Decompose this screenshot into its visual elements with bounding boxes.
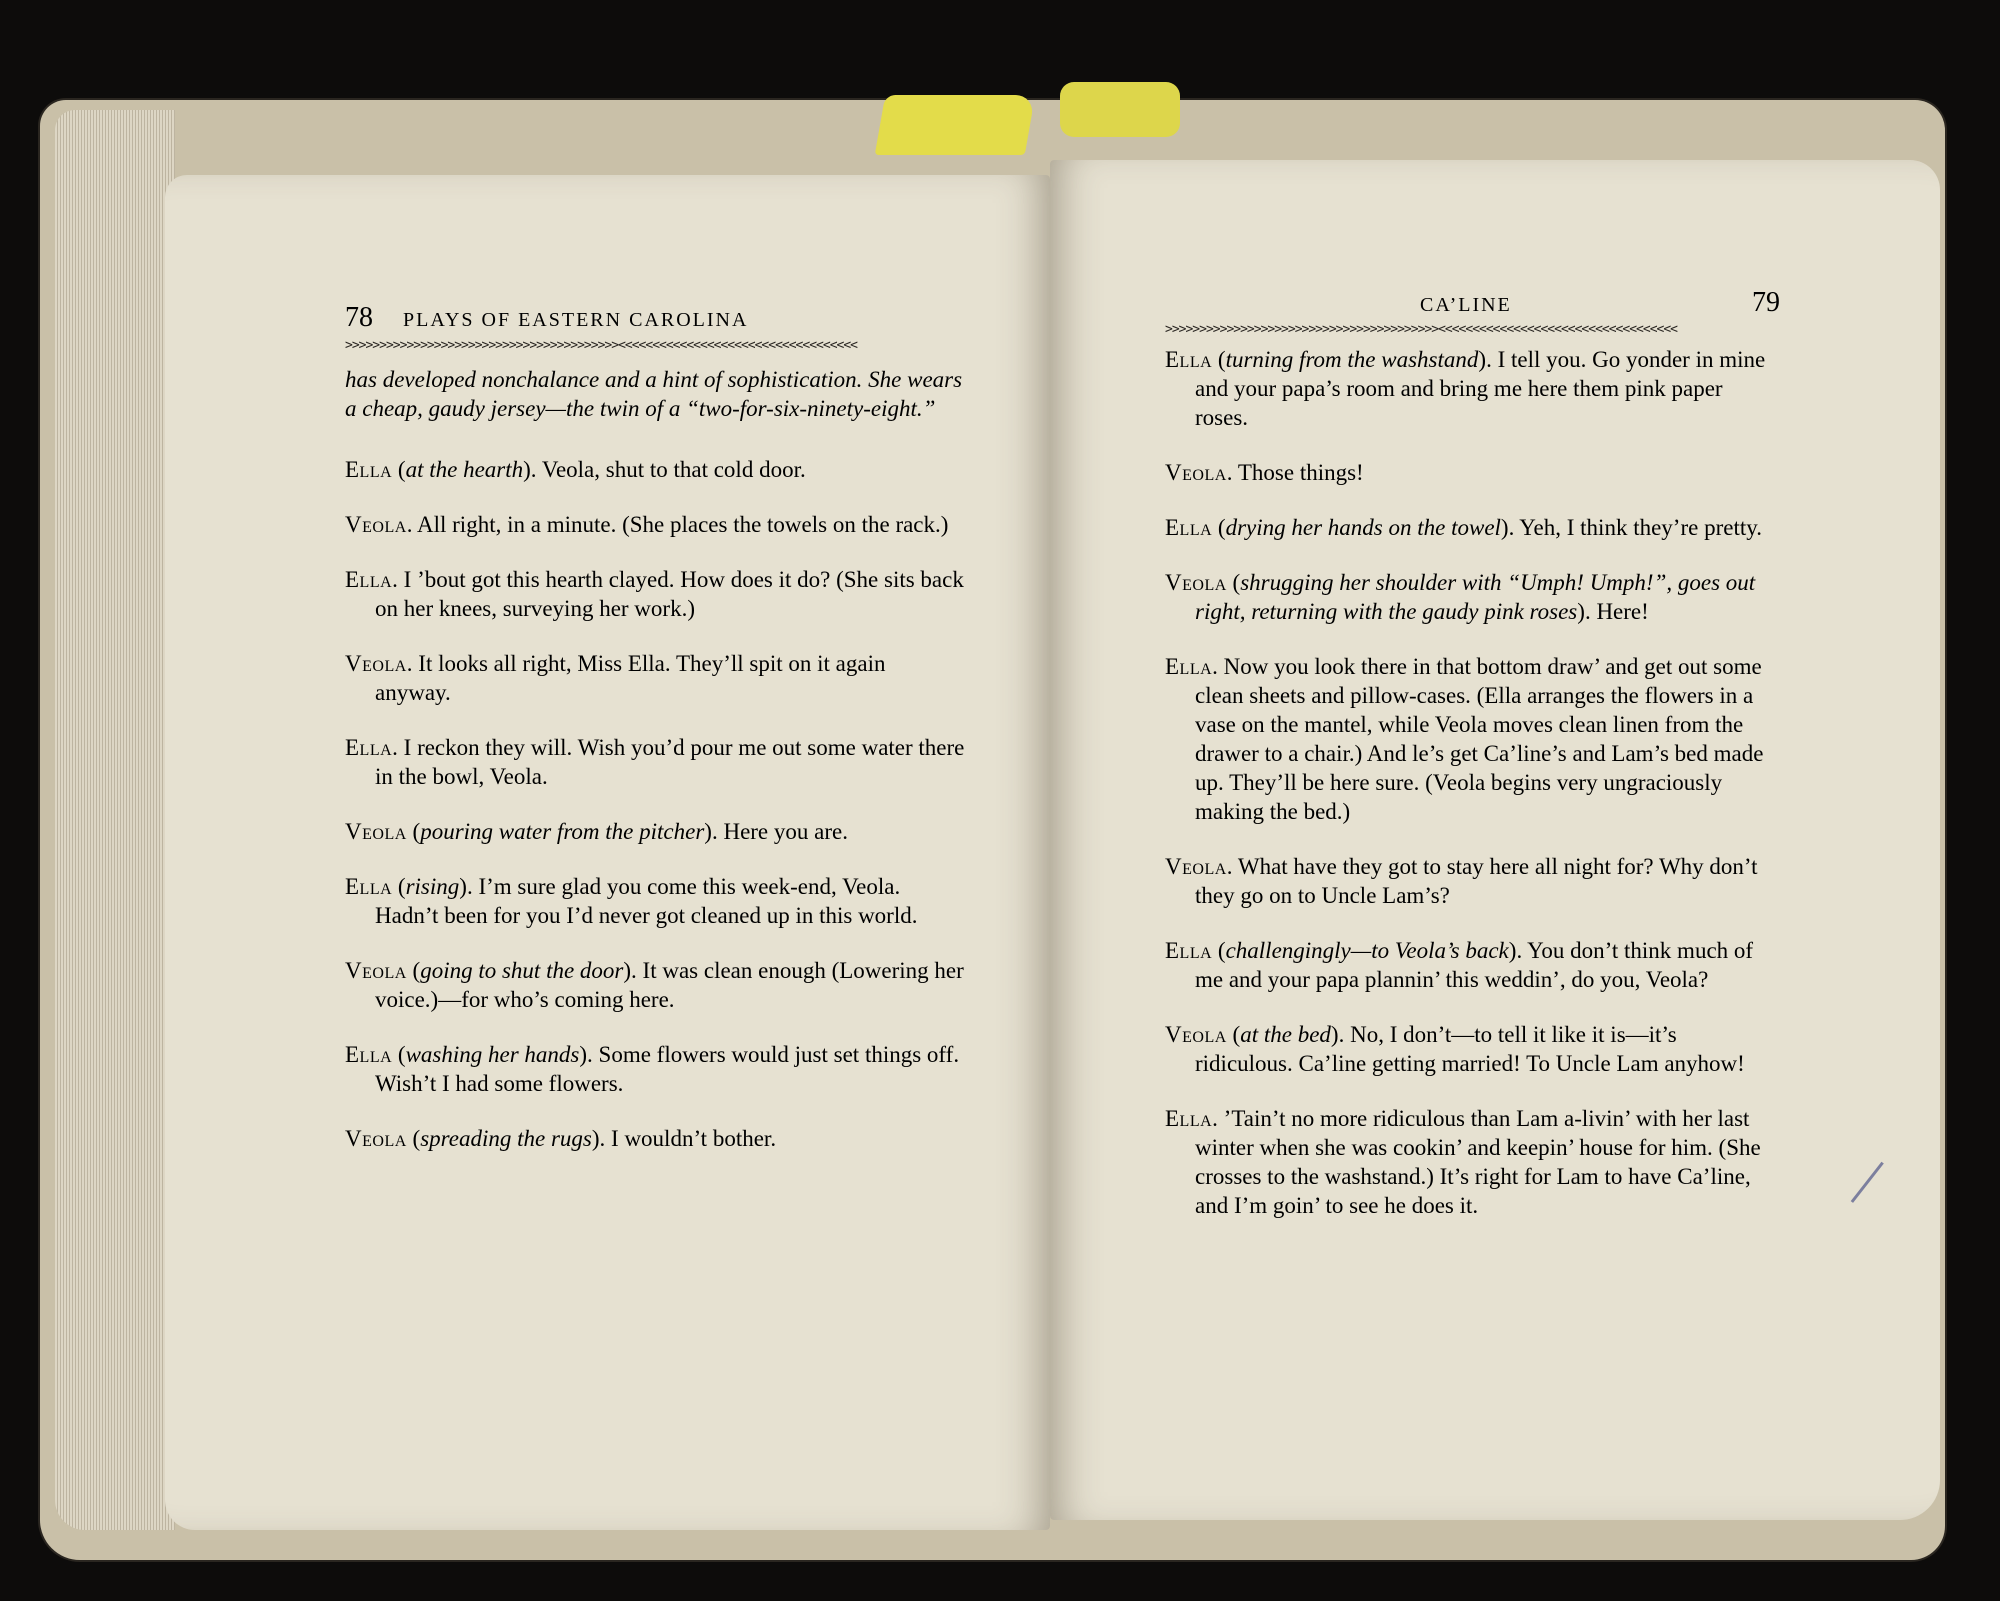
speaker-name: Ella <box>1165 1106 1213 1131</box>
dialogue-paragraph: Veola (pouring water from the pitcher). Here you are. <box>345 819 848 844</box>
dialogue-paragraph: Veola (going to shut the door). It was clean enough (Lowering her voice.)—for who’s coming here. <box>345 958 964 1012</box>
stage-direction: spreading the rugs <box>420 1126 592 1151</box>
dialogue-paragraph <box>1165 852 1780 910</box>
stage-direction: rising <box>405 874 460 899</box>
dialogue-text: . What have they got to stay here all night for? Why don’t they go on to Uncle Lam’s? <box>1195 854 1758 908</box>
speaker-name: Veola <box>1165 1022 1227 1047</box>
speaker-name: Veola <box>1165 570 1227 595</box>
speaker-name: Ella <box>345 457 393 482</box>
dialogue-text: . ’Tain’t no more ridiculous than Lam a-livin’ with her last winter when she was cookin’ and keepin’ house for him. (She crosses to the washstand.) It’s right for Lam to have Ca’line, and I’m goin’ to see he does it. <box>1195 1106 1761 1218</box>
speaker-name: Ella <box>1165 654 1213 679</box>
dialogue-text: . Those things! <box>1226 460 1364 485</box>
dialogue-paragraph: Ella (turning from the washstand). I tell you. Go yonder in mine and your papa’s room and bring me here them pink paper roses. <box>1165 347 1766 430</box>
dialogue-paragraph <box>345 649 965 707</box>
dialogue-text: . I wouldn’t bother. <box>599 1126 777 1151</box>
speaker-name: Veola <box>1165 460 1227 485</box>
page-edges <box>55 110 175 1530</box>
dialogue-paragraph <box>1165 652 1780 826</box>
speaker-name: Ella <box>1165 347 1213 372</box>
speaker-name: Ella <box>345 735 393 760</box>
ornament-rule: >>>>>>>>>>>>>>>>>>>>>>>>>>>>>>>>>>>>>>>><<<<<<<<<<<<<<<<<<<<<<<<<<<<<<<<<<< <box>345 338 857 353</box>
dialogue-paragraph: Veola (at the bed). No, I don’t—to tell it like it is—it’s ridiculous. Ca’line getting married! To Uncle Lam anyhow! <box>1165 1022 1745 1076</box>
dialogue-paragraph: Ella (drying her hands on the towel). Yeh, I think they’re pretty. <box>1165 515 1762 540</box>
speaker-name: Veola <box>345 958 407 983</box>
dialogue-text: . It was clean enough (Lowering her voice.)—for who’s coming here. <box>375 958 964 1012</box>
bookmark-tab <box>875 95 1036 155</box>
dialogue-paragraph: Veola (spreading the rugs). I wouldn’t bother. <box>345 1126 777 1151</box>
dialogue-text: . Yeh, I think they’re pretty. <box>1508 515 1762 540</box>
dialogue-paragraph <box>1165 458 1780 487</box>
speaker-name: Ella <box>1165 938 1213 963</box>
dialogue-paragraph: Veola (shrugging her shoulder with “Umph! Umph!”, goes out right, returning with the gaudy pink roses). Here! <box>1165 570 1756 624</box>
speaker-name: Veola <box>345 1126 407 1151</box>
speaker-name: Veola <box>1165 854 1227 879</box>
dialogue-text: . I reckon they will. Wish you’d pour me out some water there in the bowl, Veola. <box>375 735 965 789</box>
ornament-rule: >>>>>>>>>>>>>>>>>>>>>>>>>>>>>>>>>>>>>>>><<<<<<<<<<<<<<<<<<<<<<<<<<<<<<<<<<< <box>1165 322 1677 337</box>
stage-direction: challengingly—to Veola’s back <box>1225 938 1509 963</box>
stage-direction: drying her hands on the towel <box>1225 515 1501 540</box>
running-head-title: CA’LINE <box>1420 294 1512 316</box>
dialogue-paragraph <box>1165 1104 1780 1220</box>
dialogue-text: . Here! <box>1584 599 1649 624</box>
dialogue-text: . I’m sure glad you come this week-end, Veola. Hadn’t been for you I’d never got cleaned up in this world. <box>375 874 918 928</box>
speaker-name: Ella <box>1165 515 1213 540</box>
stage-direction: turning from the washstand <box>1225 347 1479 372</box>
right-page-text <box>1165 345 1780 1246</box>
stage-direction: at the bed <box>1240 1022 1331 1047</box>
left-page-text <box>345 365 965 1179</box>
dialogue-paragraph: Ella (challengingly—to Veola’s back). You don’t think much of me and your papa plannin’ this weddin’, do you, Veola? <box>1165 938 1754 992</box>
dialogue-text: . Some flowers would just set things off. Wish’t I had some flowers. <box>375 1042 960 1096</box>
stage-direction: at the hearth <box>405 457 524 482</box>
dialogue-text: . I ’bout got this hearth clayed. How does it do? (She sits back on her knees, surveying her work.) <box>375 567 964 621</box>
speaker-name: Veola <box>345 651 407 676</box>
page-number: 78 <box>345 302 373 333</box>
stage-direction: pouring water from the pitcher <box>420 819 705 844</box>
dialogue-text: . It looks all right, Miss Ella. They’ll spit on it again anyway. <box>375 651 886 705</box>
speaker-name: Ella <box>345 567 393 592</box>
dialogue-text: . Veola, shut to that cold door. <box>530 457 806 482</box>
stage-direction: going to shut the door <box>420 958 624 983</box>
speaker-name: Veola <box>345 512 407 537</box>
dialogue-text: . I tell you. Go yonder in mine and your papa’s room and bring me here them pink paper roses. <box>1195 347 1766 430</box>
dialogue-paragraph <box>345 510 965 539</box>
stage-direction: shrugging her shoulder with “Umph! Umph!”, goes out right, returning with the gaudy pink roses <box>1195 570 1756 624</box>
dialogue-text: . You don’t think much of me and your papa plannin’ this weddin’, do you, Veola? <box>1195 938 1754 992</box>
stage-direction-intro: has developed nonchalance and a hint of sophistication. She wears a cheap, gaudy jersey—the twin of a “two-for-six-ninety-eight.” <box>345 367 963 421</box>
dialogue-text: . All right, in a minute. (She places the towels on the rack.) <box>406 512 949 537</box>
dialogue-paragraph: Ella (at the hearth). Veola, shut to that cold door. <box>345 457 806 482</box>
left-running-head <box>345 302 748 334</box>
bookmark-tab <box>1060 82 1180 137</box>
dialogue-paragraph: Ella (rising). I’m sure glad you come this week-end, Veola. Hadn’t been for you I’d never got cleaned up in this world. <box>345 874 918 928</box>
dialogue-paragraph: Ella (washing her hands). Some flowers would just set things off. Wish’t I had some flowers. <box>345 1042 960 1096</box>
speaker-name: Ella <box>345 1042 393 1067</box>
dialogue-text: . No, I don’t—to tell it like it is—it’s ridiculous. Ca’line getting married! To Uncle Lam anyhow! <box>1195 1022 1745 1076</box>
speaker-name: Ella <box>345 874 393 899</box>
page-number: 79 <box>1752 287 1780 318</box>
dialogue-paragraph <box>345 733 965 791</box>
dialogue-text: . Here you are. <box>711 819 848 844</box>
speaker-name: Veola <box>345 819 407 844</box>
running-head-title: PLAYS OF EASTERN CAROLINA <box>403 309 749 331</box>
dialogue-text: . Now you look there in that bottom draw’ and get out some clean sheets and pillow-cases. (Ella arranges the flowers in a vase on the mantel, while Veola moves clean linen from the drawer to a chair.) And le’s get Ca’line’s and Lam’s bed made up. They’ll be here sure. (Veola begins very ungraciously making the bed.) <box>1195 654 1764 824</box>
stage-direction: washing her hands <box>405 1042 580 1067</box>
dialogue-paragraph <box>345 565 965 623</box>
right-running-head <box>1420 287 1780 319</box>
